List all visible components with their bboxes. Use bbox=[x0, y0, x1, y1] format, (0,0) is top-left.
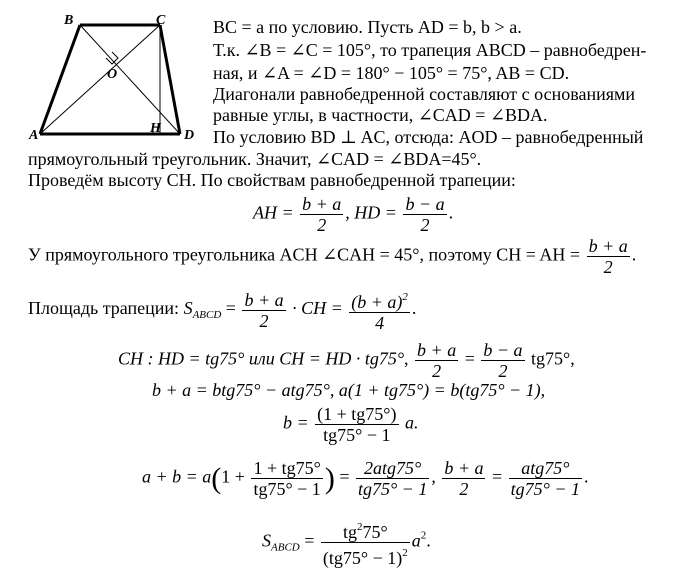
eq7-frac1: $\frac{1 + tg75^\circ}{tg75^\circ - 1}$ bbox=[253, 458, 321, 499]
equation-b: b = $\frac{(1 + tg75^\circ)}{tg75^\circ - 1}$ a. bbox=[283, 404, 419, 445]
eq2-frac: $\frac{b + a}{2}$ bbox=[588, 236, 628, 277]
eq4-frac2: $\frac{b - a}{2}$ bbox=[483, 340, 523, 381]
label-d: D bbox=[184, 128, 195, 142]
eq6-frac: $\frac{(1 + tg75^\circ)}{tg75^\circ - 1}$ bbox=[317, 404, 397, 445]
text-line-3: ная, и ∠A = ∠D = 180° − 105° = 75°, AB = CD. bbox=[213, 63, 570, 83]
equation-sum: a + b = a(1 + $\frac{1 + tg75^\circ}{tg75^\circ - 1}$ ) = $\frac{\text{2atg75°}}{tg75^\circ - 1}$ , $\frac{b + a}{2}$ = $\frac{\text{atg75°}}{tg75^\circ - 1}$ . bbox=[142, 458, 589, 499]
eq2-text: У прямоугольного треугольника ACH ∠CAH = 45°, поэтому CH = AH = bbox=[28, 244, 581, 265]
label-c: C bbox=[156, 13, 166, 28]
eq8-frac: $\frac{tg^275^\circ}{(tg75^\circ - 1)^2}$ bbox=[321, 517, 410, 568]
eq7-frac2: $\frac{\text{2atg75°}}{tg75^\circ - 1}$ bbox=[357, 458, 428, 499]
label-b: B bbox=[64, 13, 74, 28]
eq3-frac2: $\frac{(b + a)^2}{4}$ bbox=[349, 287, 410, 333]
text-line-7: прямоугольный треугольник. Значит, ∠CAD = ∠BDA=45°. bbox=[28, 149, 482, 169]
eq3-text: Площадь трапеции: bbox=[28, 298, 180, 319]
eq1-frac-hd: $\frac{b - a}{2}$ bbox=[405, 194, 445, 235]
equation-final-area: $S_{ABCD}$ = $\frac{tg^275^\circ}{(tg75^\circ - 1)^2}$ $a^2$. bbox=[262, 517, 431, 568]
right-angle-mark bbox=[106, 52, 118, 64]
equation-ah-hd: AH = $\frac{b + a}{2}$ , HD = $\frac{b - a}{2}$ . bbox=[253, 194, 454, 235]
side-cd bbox=[160, 25, 180, 134]
label-o: O bbox=[107, 67, 118, 82]
eq1-frac-ah: $\frac{b + a}{2}$ bbox=[302, 194, 342, 235]
eq7-frac3: $\frac{b + a}{2}$ bbox=[444, 458, 484, 499]
equation-ch-ah: У прямоугольного треугольника ACH ∠CAH = 45°, поэтому CH = AH = $\frac{b + a}{2}$ . bbox=[28, 236, 637, 277]
text-line-8: Проведём высоту CH. По свойствам равнобедренной трапеции: bbox=[28, 170, 516, 190]
equation-linear: b + a = btg75° − atg75°, a(1 + tg75°) = b(tg75° − 1), bbox=[152, 380, 546, 400]
eq1-mid: , HD = bbox=[345, 202, 397, 223]
side-ab bbox=[40, 25, 80, 134]
eq4-frac1: $\frac{b + a}{2}$ bbox=[417, 340, 457, 381]
text-line-5: равные углы, в частности, ∠CAD = ∠BDA. bbox=[213, 105, 548, 125]
equation-ch-hd: CH : HD = tg75° или CH = HD · tg75°, $\frac{b + a}{2}$ = $\frac{b - a}{2}$ tg75°, bbox=[118, 340, 575, 381]
diagonal-bd bbox=[80, 25, 180, 134]
eq1-lhs: AH = bbox=[253, 202, 294, 223]
text-line-4: Диагонали равнобедренной составляют с основаниями bbox=[213, 84, 636, 104]
eq7-frac4: $\frac{\text{atg75°}}{tg75^\circ - 1}$ bbox=[510, 458, 580, 499]
text-line-2: Т.к. ∠B = ∠C = 105°, то трапеция ABCD – равнобедрен- bbox=[213, 40, 647, 60]
text-line-1: BC = a по условию. Пусть AD = b, b > a. bbox=[213, 17, 522, 37]
label-h: H bbox=[150, 121, 161, 136]
equation-area: Площадь трапеции: $S_{ABCD}$ = $\frac{b + a}{2}$ · CH = $\frac{(b + a)^2}{4}$ . bbox=[28, 287, 416, 333]
diagonal-ac bbox=[40, 25, 160, 134]
label-a: A bbox=[29, 128, 39, 142]
eq4-text: CH : HD = tg75° или CH = HD · tg75°, bbox=[118, 348, 409, 369]
text-line-6: По условию BD ⊥ AC, отсюда: AOD – равнобедренный bbox=[213, 127, 644, 147]
eq3-frac1: $\frac{b + a}{2}$ bbox=[244, 289, 284, 331]
trapezoid-figure bbox=[28, 12, 208, 142]
